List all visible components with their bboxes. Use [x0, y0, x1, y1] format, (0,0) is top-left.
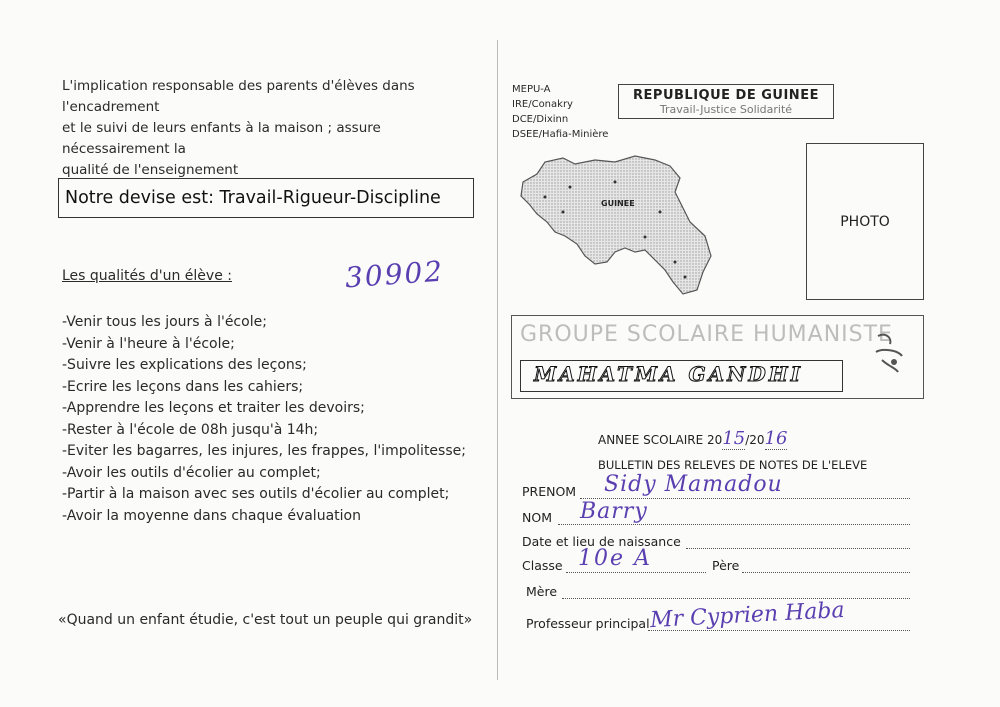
classe-label: Classe	[522, 558, 563, 573]
birth-label: Date et lieu de naissance	[522, 534, 681, 549]
ministry-line: MEPU-A	[512, 84, 551, 95]
list-item: -Partir à la maison avec ses outils d'écolier au complet;	[62, 486, 450, 502]
mere-label: Mère	[526, 584, 558, 599]
list-item: -Avoir la moyenne dans chaque évaluation	[62, 507, 361, 524]
list-item: -Avoir les outils d'écolier au complet;	[62, 464, 321, 481]
school-year-start: 15	[722, 428, 746, 449]
prenom-label: PRENOM	[522, 484, 577, 499]
bulletin-title: BULLETIN DES RELEVES DE NOTES DE L'ELEVE	[598, 458, 868, 472]
intro-line: et le suivi de leurs enfants à la maison ; assure nécessairement la	[62, 120, 381, 157]
republic-motto: Travail-Justice Solidarité	[659, 103, 793, 116]
motto-text: Notre devise est: Travail-Rigueur-Discipline	[65, 188, 441, 208]
fold-line	[497, 40, 498, 680]
qualities-title: Les qualités d'un élève :	[62, 268, 232, 284]
list-item: -Rester à l'école de 08h jusqu'à 14h;	[62, 421, 319, 438]
school-year-label: ANNEE SCOLAIRE 20	[598, 433, 723, 447]
quote: «Quand un enfant étudie, c'est tout un peuple qui grandit»	[58, 612, 473, 628]
classe-line	[566, 572, 706, 573]
school-name-line1: GROUPE SCOLAIRE HUMANISTE	[520, 322, 893, 347]
republic-title: REPUBLIQUE DE GUINEE	[633, 88, 819, 103]
ministry-line: DCE/Dixinn	[512, 114, 569, 125]
birth-line	[686, 548, 910, 549]
intro-line: L'implication responsable des parents d'élèves dans l'encadrement	[62, 78, 415, 115]
nom-value: Barry	[580, 499, 648, 524]
pere-label: Père	[712, 558, 740, 573]
nom-label: NOM	[522, 510, 552, 525]
map-label: GUINEE	[601, 199, 635, 208]
ministry-line: IRE/Conakry	[512, 99, 573, 110]
mere-line	[562, 598, 910, 599]
photo-box	[806, 143, 924, 300]
nom-line	[558, 524, 910, 525]
map-shape	[521, 156, 711, 294]
photo-label: PHOTO	[840, 213, 890, 230]
guinea-map	[515, 152, 725, 302]
school-year-end: 16	[764, 428, 788, 449]
intro-line: qualité de l'enseignement	[62, 162, 239, 178]
school-name-line2: MAHATMA GANDHI	[534, 362, 803, 386]
qualities-list	[62, 312, 466, 527]
republic-box	[618, 84, 834, 119]
ministry-block	[512, 82, 608, 142]
intro-paragraph	[62, 76, 492, 181]
school-year	[598, 428, 787, 449]
stamp-mark-icon	[868, 326, 908, 376]
list-item: -Apprendre les leçons et traiter les devoirs;	[62, 400, 365, 416]
list-item: -Eviter les bagarres, les injures, les frappes, l'impolitesse;	[62, 443, 466, 459]
ministry-line: DSEE/Hafia-Minière	[512, 129, 609, 140]
list-item: -Venir tous les jours à l'école;	[62, 314, 267, 330]
prof-value: Mr Cyprien Haba	[649, 597, 846, 634]
handwritten-number: 30902	[343, 254, 446, 295]
prenom-value: Sidy Mamadou	[604, 472, 783, 497]
pere-line	[742, 572, 910, 573]
motto-box	[58, 178, 474, 218]
list-item: -Venir à l'heure à l'école;	[62, 335, 235, 352]
classe-value: 10e A	[578, 546, 652, 571]
list-item: -Ecrire les leçons dans les cahiers;	[62, 378, 304, 395]
school-year-sep: /20	[745, 433, 765, 447]
list-item: -Suivre les explications des leçons;	[62, 357, 307, 373]
prof-label: Professeur principal	[526, 616, 650, 631]
